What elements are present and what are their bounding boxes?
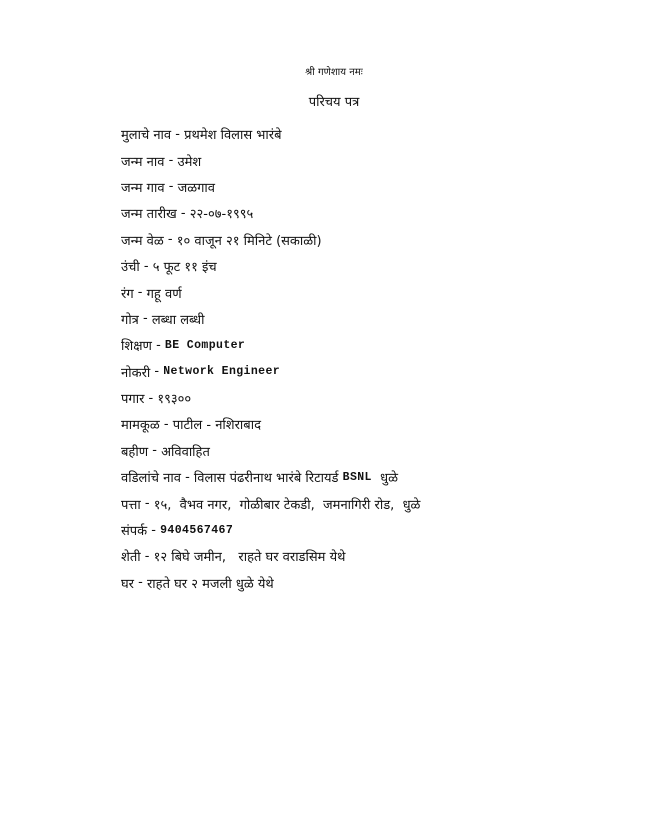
field-label: पगार [121,392,145,408]
field-separator: - [134,575,147,591]
field-value: प्रथमेश विलास भारंबे [184,128,282,144]
field-value: उमेश [177,154,202,170]
field-label: जन्म गाव [121,180,165,196]
field-birth-time [121,227,641,253]
field-job [121,359,641,385]
field-label: रंग [121,286,134,302]
field-separator: - [176,205,190,221]
field-separator: - [159,416,173,432]
field-separator: - [148,443,162,459]
biodata-fields [121,121,641,596]
field-complexion [121,279,641,305]
field-value: पाटील - नशिराबाद [172,418,261,434]
field-label: जन्म नाव [121,154,165,170]
field-separator: - [139,258,153,274]
field-value: Network Engineer [163,365,281,379]
field-value: जळगाव [177,180,216,196]
field-value: BE Computer [164,338,246,352]
field-value: 9404567467 [160,523,234,537]
field-house [121,570,641,596]
field-salary [121,385,641,411]
field-value: विलास पंढरीनाथ भारंबे रिटायर्ड [193,471,339,487]
field-separator: - [140,548,154,564]
field-label: मामकूळ [121,418,160,434]
field-address [121,490,641,516]
field-value: २२-०७-१९९५ [189,207,254,223]
field-label: मुलाचे नाव [121,128,172,144]
field-value: लब्धा लब्धी [151,312,205,328]
field-label: बहीण [121,444,149,460]
field-separator: - [163,232,177,248]
field-label: जन्म वेळ [121,233,164,249]
field-label: वडिलांचे नाव [121,471,181,487]
field-value: ५ फूट ११ इंच [152,260,217,276]
field-separator: - [147,522,161,538]
field-value: गहू वर्ण [146,286,182,302]
field-birth-date [121,200,641,226]
field-separator: - [180,469,194,485]
field-birth-place [121,174,641,200]
field-separator: - [133,285,147,301]
field-value-city: धुळे [380,471,399,487]
field-maternal-clan [121,411,641,437]
field-value: १५, वैभव नगर, गोळीबार टेकडी, जमनागिरी रोड, धुळे [153,497,421,513]
field-label: जन्म तारीख [121,207,177,223]
field-birth-name [121,147,641,173]
field-label: शिक्षण [121,339,152,355]
field-value: १९३०० [157,392,192,408]
field-separator: - [150,364,164,380]
field-value: अविवाहित [161,444,210,460]
field-label: शेती [121,550,141,566]
field-sister [121,438,641,464]
field-contact [121,517,641,543]
field-separator: - [171,126,185,142]
field-label: उंची [121,260,140,276]
invocation-heading: श्री गणेशाय नमः [305,67,363,78]
field-label: नोकरी [121,365,151,381]
field-farmland [121,543,641,569]
field-label: पत्ता [121,497,141,513]
field-separator: - [164,179,178,195]
field-separator: - [151,337,165,353]
field-label: गोत्र [121,312,139,328]
field-separator: - [140,496,154,512]
field-label: घर [121,576,135,592]
field-separator: - [164,153,178,169]
field-boy-name [121,121,641,147]
field-label: संपर्क [121,524,148,540]
field-value: १२ बिघे जमीन, राहते घर वराडसिम येथे [153,550,346,566]
document-title: परिचय पत्र [308,95,360,110]
field-father-name [121,464,641,490]
field-value: राहते घर २ मजली धुळे येथे [146,576,274,592]
field-gotra [121,306,641,332]
field-value: १० वाजून २१ मिनिटे (सकाळी) [176,233,322,249]
field-separator: - [138,311,152,327]
field-separator: - [144,390,158,406]
field-height [121,253,641,279]
field-education [121,332,641,358]
field-value-org: BSNL [342,470,372,484]
